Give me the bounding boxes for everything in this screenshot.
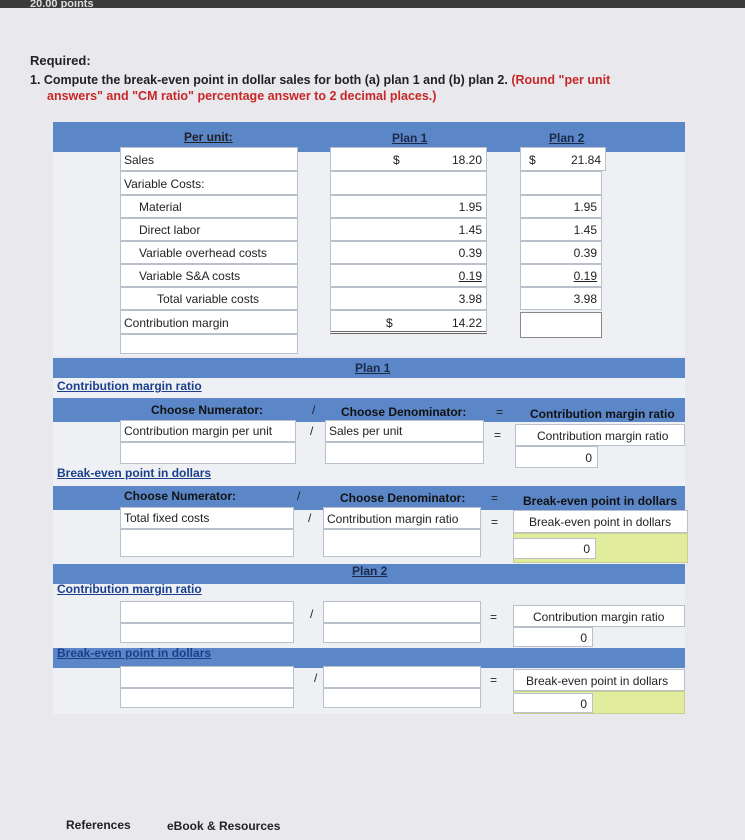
question-text — [30, 72, 630, 104]
ebook-resources-button[interactable]: eBook & Resources — [167, 819, 281, 833]
plan1-bep-equals-label: = — [491, 491, 499, 505]
plan1-bep-heading: Break-even point in dollars — [57, 466, 212, 480]
plan2-cm-equals: = — [490, 610, 498, 624]
plan2-bep-result-label: Break-even point in dollars — [513, 669, 685, 691]
plan2-cm-denominator-value[interactable] — [323, 623, 481, 643]
row-label-contribution-margin: Contribution margin — [120, 310, 298, 334]
plan1-bep-choose-denominator: Choose Denominator: — [340, 491, 466, 505]
plan1-contribution-margin-input[interactable]: $ 14.22 — [330, 310, 487, 334]
plan1-bep-numerator-select[interactable]: Total fixed costs — [120, 507, 294, 529]
plan1-bep-equals: = — [491, 515, 499, 529]
plan1-bep-slash: / — [308, 511, 312, 525]
plan1-variable-overhead-input[interactable]: 0.39 — [330, 241, 487, 264]
plan2-bep-denominator-value[interactable] — [323, 688, 481, 708]
plan1-bep-result-label: Break-even point in dollars — [513, 510, 688, 533]
plan1-bep-slash-label: / — [297, 489, 301, 503]
top-bar — [0, 0, 745, 8]
plan2-variable-sa-input[interactable]: 0.19 — [520, 264, 602, 287]
row-label-material: Material — [120, 195, 298, 218]
plan2-cm-slash: / — [310, 607, 314, 621]
plan2-total-variable-input[interactable]: 3.98 — [520, 287, 602, 310]
plan1-sales-input[interactable]: $ 18.20 — [330, 147, 487, 171]
plan1-cm-slash-label: / — [312, 403, 316, 417]
plan1-variable-costs-cell — [330, 171, 487, 195]
row-label-variable-sa: Variable S&A costs — [120, 264, 298, 287]
plan2-cm-denominator-select[interactable] — [323, 601, 481, 623]
plan2-bep-heading: Break-even point in dollars — [57, 646, 212, 660]
plan1-cm-denominator-value[interactable] — [325, 442, 484, 464]
row-label-total-variable: Total variable costs — [120, 287, 298, 310]
plan2-bep-result-value: 0 — [513, 693, 593, 713]
plan2-section-title: Plan 2 — [352, 564, 388, 578]
plan1-cm-slash: / — [310, 424, 314, 438]
plan1-cm-result-label: Contribution margin ratio — [515, 424, 685, 446]
plan1-material-input[interactable]: 1.95 — [330, 195, 487, 218]
plan1-direct-labor-input[interactable]: 1.45 — [330, 218, 487, 241]
per-unit-header-label: Per unit: — [184, 130, 233, 144]
plan2-bep-numerator-select[interactable] — [120, 666, 294, 688]
plan1-cm-result-value: 0 — [515, 446, 598, 468]
plan2-contribution-margin-input[interactable] — [520, 312, 602, 338]
plan2-cm-result-label: Contribution margin ratio — [513, 605, 685, 627]
plan1-bep-result-header: Break-even point in dollars — [523, 494, 678, 508]
required-title: Required: — [30, 53, 91, 68]
plan1-cm-numerator-value[interactable] — [120, 442, 296, 464]
plan1-bep-result-value: 0 — [513, 538, 596, 559]
row-label-variable-costs: Variable Costs: — [120, 171, 298, 195]
plan1-cm-equals: = — [494, 428, 502, 442]
question-prefix: 1. Compute the break-even point in dollar sales for both (a) plan 1 and (b) plan 2. — [30, 73, 512, 87]
row-label-direct-labor: Direct labor — [120, 218, 298, 241]
row-label-variable-overhead: Variable overhead costs — [120, 241, 298, 264]
plan1-cm-equals-label: = — [496, 405, 504, 419]
plan2-material-input[interactable]: 1.95 — [520, 195, 602, 218]
plan1-section-title: Plan 1 — [355, 361, 391, 375]
plan1-cm-choose-denominator: Choose Denominator: — [341, 405, 467, 419]
references-button[interactable]: References — [66, 818, 131, 832]
question-line2: answers" and "CM ratio" percentage answer to 2 decimal places.) — [47, 89, 437, 103]
plan1-bep-denominator-value[interactable] — [323, 529, 481, 557]
plan2-cm-numerator-select[interactable] — [120, 601, 294, 623]
row-label-sales: Sales — [120, 147, 298, 171]
plan2-cm-heading: Contribution margin ratio — [57, 582, 202, 596]
plan1-bep-numerator-value[interactable] — [120, 529, 294, 557]
plan2-sales-input[interactable]: $ 21.84 — [520, 147, 606, 171]
plan1-cm-heading: Contribution margin ratio — [57, 379, 202, 393]
plan2-bep-denominator-select[interactable] — [323, 666, 481, 688]
plan2-direct-labor-input[interactable]: 1.45 — [520, 218, 602, 241]
plan2-header: Plan 2 — [549, 131, 585, 145]
plan2-variable-overhead-input[interactable]: 0.39 — [520, 241, 602, 264]
plan2-variable-costs-cell — [520, 171, 602, 195]
plan1-cm-choose-numerator: Choose Numerator: — [151, 403, 264, 417]
plan1-cm-result-header: Contribution margin ratio — [530, 407, 675, 421]
points-label: 20.00 points — [30, 0, 94, 8]
plan2-cm-result-value: 0 — [513, 627, 593, 647]
plan2-bep-numerator-value[interactable] — [120, 688, 294, 708]
row-label-empty — [120, 334, 298, 354]
plan1-cm-denominator-select[interactable]: Sales per unit — [325, 420, 484, 442]
question-note: (Round "per unit — [511, 73, 611, 87]
plan2-cm-numerator-value[interactable] — [120, 623, 294, 643]
plan1-bep-denominator-select[interactable]: Contribution margin ratio — [323, 507, 481, 529]
plan1-header: Plan 1 — [392, 131, 428, 145]
plan2-bep-slash: / — [314, 671, 318, 685]
plan1-total-variable-input[interactable]: 3.98 — [330, 287, 487, 310]
plan1-cm-numerator-select[interactable]: Contribution margin per unit — [120, 420, 296, 442]
plan2-bep-equals: = — [490, 673, 498, 687]
plan1-variable-sa-input[interactable]: 0.19 — [330, 264, 487, 287]
plan1-bep-choose-numerator: Choose Numerator: — [124, 489, 237, 503]
